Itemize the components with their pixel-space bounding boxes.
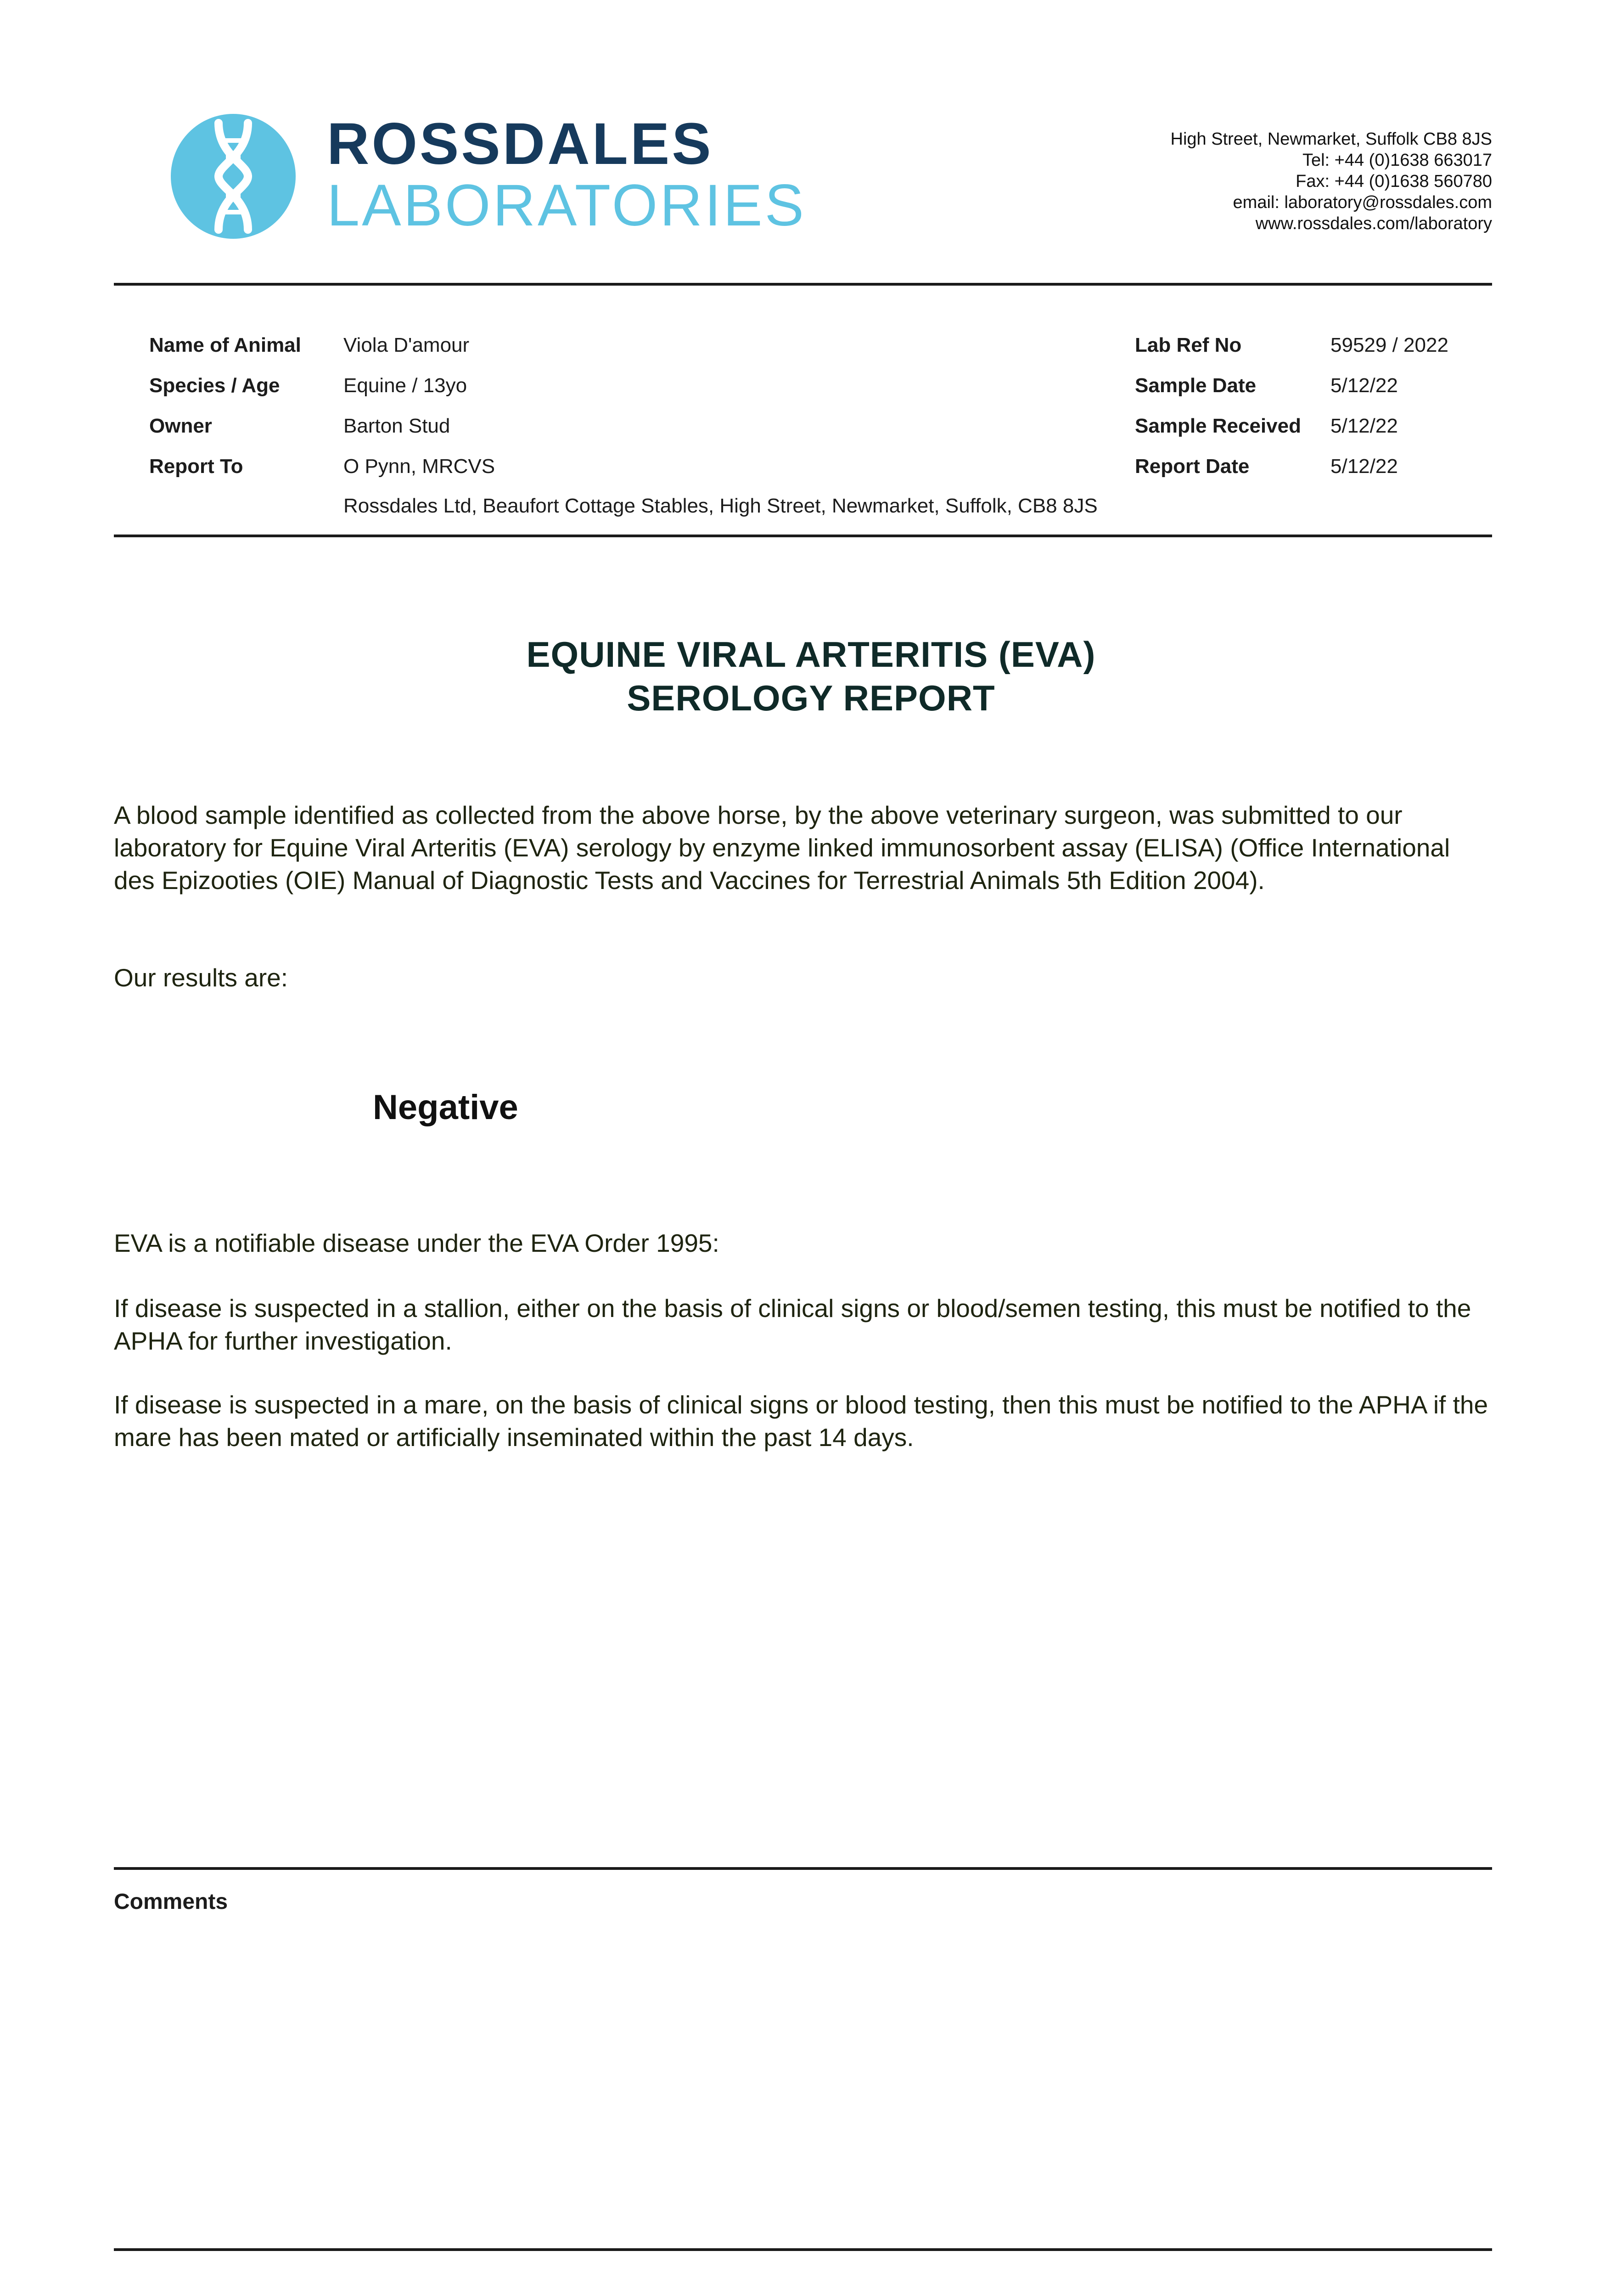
species-label: Species / Age: [149, 374, 280, 397]
owner-label: Owner: [149, 415, 212, 437]
report-title: [0, 633, 1622, 720]
intro-paragraph: A blood sample identified as collected from the above horse, by the above veterinary surgeon, was submitted to our laboratory for Equine Viral Arteritis (EVA) serology by enzyme linked immunosorbent assay (ELISA) (Office International des Epizooties (OIE) Manual of Diagnostic Tests and Vaccines for Terrestrial Animals 5th Edition 2004).: [114, 801, 1450, 895]
stallion-paragraph: If disease is suspected in a stallion, either on the basis of clinical signs or blood/semen testing, this must be notified to the APHA for further investigation.: [114, 1294, 1471, 1355]
address-street: High Street, Newmarket, Suffolk CB8 8JS: [1170, 129, 1492, 149]
report-title-line2: SEROLOGY REPORT: [627, 678, 995, 719]
owner-value: Barton Stud: [343, 415, 450, 437]
report-date-value: 5/12/22: [1330, 455, 1398, 478]
report-title-line1: EQUINE VIRAL ARTERITIS (EVA): [526, 634, 1096, 675]
mare-paragraph: If disease is suspected in a mare, on the basis of clinical signs or blood testing, then this must be notified to the APHA if the mare has been mated or artificially inseminated within the past 14 days.: [114, 1390, 1488, 1452]
address-email: email: laboratory@rossdales.com: [1233, 193, 1492, 212]
brand-subtitle: LABORATORIES: [327, 173, 806, 238]
name-value: Viola D'amour: [343, 334, 470, 356]
comments-divider: [114, 1867, 1492, 1870]
result-value: Negative: [373, 1088, 518, 1127]
header-divider: [114, 283, 1492, 286]
comments-label: Comments: [114, 1890, 228, 1914]
report-to-value: O Pynn, MRCVS: [343, 455, 495, 478]
sample-date-value: 5/12/22: [1330, 374, 1398, 397]
results-intro: Our results are:: [114, 963, 288, 992]
notifiable-paragraph: EVA is a notifiable disease under the EVA Order 1995:: [114, 1229, 719, 1257]
details-divider: [114, 535, 1492, 537]
report-date-label: Report Date: [1135, 455, 1250, 478]
report-to-address: Rossdales Ltd, Beaufort Cottage Stables, High Street, Newmarket, Suffolk, CB8 8JS: [343, 495, 1098, 517]
name-label: Name of Animal: [149, 334, 301, 356]
sample-received-label: Sample Received: [1135, 415, 1301, 437]
address-fax: Fax: +44 (0)1638 560780: [1296, 172, 1492, 191]
species-value: Equine / 13yo: [343, 374, 467, 397]
report-to-label: Report To: [149, 455, 243, 478]
dna-logo-icon: [171, 114, 296, 239]
lab-ref-label: Lab Ref No: [1135, 334, 1242, 356]
address-tel: Tel: +44 (0)1638 663017: [1302, 151, 1492, 170]
lab-address: [941, 129, 1492, 234]
brand-name: ROSSDALES: [327, 111, 713, 177]
footer-divider: [114, 2248, 1492, 2251]
address-website: www.rossdales.com/laboratory: [1255, 214, 1492, 233]
sample-date-label: Sample Date: [1135, 374, 1257, 397]
lab-ref-value: 59529 / 2022: [1330, 334, 1448, 356]
sample-received-value: 5/12/22: [1330, 415, 1398, 437]
